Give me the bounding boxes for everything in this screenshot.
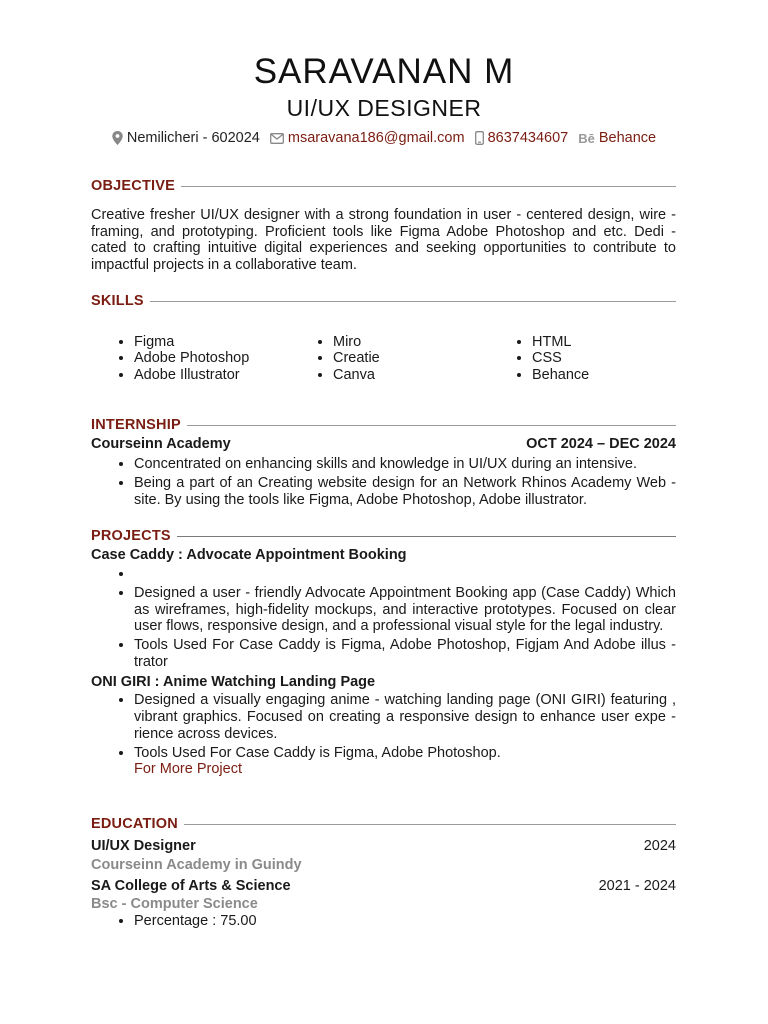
internship-header [91, 416, 676, 434]
project-name: Case Caddy : Advocate Appointment Booking [91, 547, 407, 563]
section-divider [181, 186, 676, 187]
location-text: Nemilicheri - 602024 [126, 130, 260, 146]
phone-link[interactable]: 8637434607 [487, 130, 569, 146]
internship-dates: OCT 2024 – DEC 2024 [526, 436, 676, 452]
internship-org: Courseinn Academy [91, 436, 231, 452]
section-divider [187, 425, 676, 426]
internship-bullet: • Concentrated on enhancing skills and knowledge in UI/UX during an intensive. [134, 456, 676, 473]
skill-item: • HTML [532, 334, 652, 350]
section-divider [150, 301, 676, 302]
contact-phone[interactable] [475, 130, 569, 146]
skill-item: • Behance [532, 367, 652, 383]
project-bullets [91, 566, 676, 670]
projects-section [91, 527, 676, 778]
skills-header [91, 292, 676, 310]
education-school: Courseinn Academy in Guindy [91, 857, 302, 873]
education-year: 2024 [643, 838, 676, 854]
objective-text [91, 207, 676, 273]
envelope-icon [270, 133, 284, 144]
skill-item: • Miro [333, 334, 489, 350]
skills-column [489, 334, 652, 383]
more-projects-link[interactable]: For More Project [134, 761, 242, 778]
objective-line: Creative fresher UI/UX designer with a strong foundation in user - centered design, wire - [91, 207, 676, 223]
project-bullet [134, 745, 676, 778]
location-pin-icon [112, 131, 123, 145]
skills-grid [91, 334, 676, 383]
skills-title: SKILLS [91, 293, 144, 309]
education-year: 2021 - 2024 [598, 878, 676, 894]
internship-section [91, 416, 676, 511]
contact-location [112, 130, 260, 146]
internship-bullet: • Being a part of an Creating website design for an Network Rhinos Academy Web - site. By using the tools like Figma, Adobe Photoshop, Adobe illustrator. [134, 475, 676, 508]
objective-title: OBJECTIVE [91, 178, 175, 194]
project-name: ONI GIRI : Anime Watching Landing Page [91, 674, 376, 691]
skill-item: • Adobe Photoshop [134, 350, 290, 366]
email-link[interactable]: msaravana186@gmail.com [287, 130, 465, 146]
behance-icon: Bē [578, 130, 595, 146]
education-degree: SA College of Arts & Science [91, 878, 291, 894]
skill-item: • Canva [333, 367, 489, 383]
skill-item: • Creatie [333, 350, 489, 366]
projects-header [91, 527, 676, 545]
section-divider [184, 824, 676, 825]
projects-title: PROJECTS [91, 528, 171, 544]
skill-item: • Adobe Illustrator [134, 367, 290, 383]
skills-section [91, 292, 676, 383]
phone-icon [475, 131, 484, 145]
education-section [91, 815, 676, 932]
skill-item: • Figma [134, 334, 290, 350]
contact-behance[interactable] [578, 130, 656, 146]
skills-column [91, 334, 290, 383]
education-header [91, 815, 676, 833]
project-bullet: • Tools Used For Case Caddy is Figma, Adobe Photoshop, Figjam And Adobe illus - trator [134, 637, 676, 670]
candidate-role: UI/UX DESIGNER [286, 95, 482, 121]
education-title: EDUCATION [91, 816, 178, 832]
project-bullets [91, 692, 676, 777]
skill-item: • CSS [532, 350, 652, 366]
project-bullet-text: Tools Used For Case Caddy is Figma, Adobe Photoshop. [134, 744, 501, 761]
objective-line: impactful projects in a collaborative team. [91, 256, 357, 273]
objective-header [91, 177, 676, 195]
objective-line: cated to crafting intuitive digital experiences and seeking opportunities to contribute to [91, 240, 676, 257]
education-degree: UI/UX Designer [91, 838, 196, 854]
internship-row [91, 435, 676, 454]
objective-line: framing, and prototyping. Proficient tools like Figma Adobe Photoshop and etc. Dedi - [91, 223, 676, 240]
contact-bar [0, 130, 768, 146]
project-bullet: • Designed a visually engaging anime - watching landing page (ONI GIRI) featuring , vibrant graphics. Focused on creating a responsive design to enhance user expe - rience across devices. [134, 692, 676, 742]
project-bullet: • Designed a user - friendly Advocate Appointment Booking app (Case Caddy) Which as wireframes, high-fidelity mockups, and interactive prototypes. Focused on clear user flows, responsive design, and a professional visual style for the legal industry. [134, 585, 676, 635]
skills-column [290, 334, 489, 383]
education-row [91, 877, 676, 896]
internship-title: INTERNSHIP [91, 417, 181, 433]
contact-email[interactable] [270, 130, 465, 146]
section-divider [177, 536, 676, 537]
behance-link[interactable]: Behance [598, 130, 657, 146]
education-school: Bsc - Computer Science [91, 896, 258, 912]
education-bullets [91, 913, 676, 930]
project-bullet [134, 566, 676, 583]
objective-section [91, 177, 676, 273]
internship-bullets [91, 456, 676, 508]
education-detail: • Percentage : 75.00 [134, 913, 676, 930]
candidate-name: SARAVANAN M [253, 52, 515, 91]
education-row [91, 837, 676, 856]
